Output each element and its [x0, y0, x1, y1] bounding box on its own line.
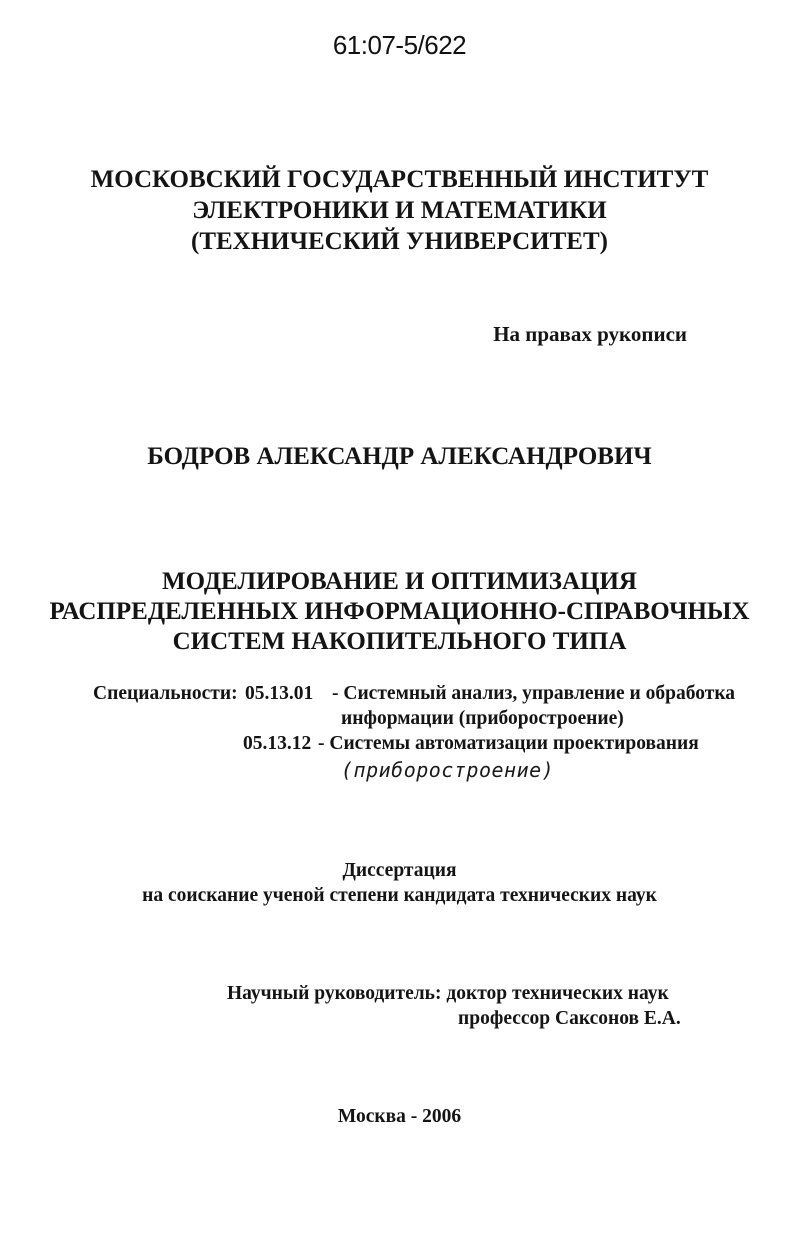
archive-stamp: 61:07-5/622	[332, 30, 467, 60]
specialty-text-2-line-1: - Системы автоматизации проектирования	[318, 733, 699, 754]
specialty-code-1: 05.13.01	[245, 683, 314, 704]
dissertation-label: Диссертация	[342, 860, 457, 881]
institution-line-3: (ТЕХНИЧЕСКИЙ УНИВЕРСИТЕТ)	[191, 228, 608, 255]
specialty-text-2-handwritten: (приборостроение)	[341, 758, 555, 782]
title-line-3: СИСТЕМ НАКОПИТЕЛЬНОГО ТИПА	[172, 628, 627, 655]
specialties-label: Специальности:	[93, 683, 238, 704]
institution-line-1: МОСКОВСКИЙ ГОСУДАРСТВЕННЫЙ ИНСТИТУТ	[90, 166, 709, 193]
title-line-1: МОДЕЛИРОВАНИЕ И ОПТИМИЗАЦИЯ	[162, 568, 637, 595]
supervisor-line-1: Научный руководитель: доктор технических наук	[227, 983, 669, 1004]
specialty-text-1-line-2: информации (приборостроение)	[341, 708, 624, 729]
author-name: БОДРОВ АЛЕКСАНДР АЛЕКСАНДРОВИЧ	[147, 443, 652, 470]
title-line-2: РАСПРЕДЕЛЕННЫХ ИНФОРМАЦИОННО-СПРАВОЧНЫХ	[49, 598, 750, 625]
institution-line-2: ЭЛЕКТРОНИКИ И МАТЕМАТИКИ	[192, 197, 607, 224]
specialty-text-1-line-1: - Системный анализ, управление и обработка	[332, 683, 736, 704]
rights-note: На правах рукописи	[493, 322, 687, 346]
supervisor-line-2: профессор Саксонов Е.А.	[458, 1008, 681, 1029]
specialty-code-2: 05.13.12	[243, 733, 312, 754]
dissertation-degree: на соискание ученой степени кандидата технических наук	[142, 885, 657, 906]
city-year: Москва - 2006	[337, 1106, 462, 1127]
